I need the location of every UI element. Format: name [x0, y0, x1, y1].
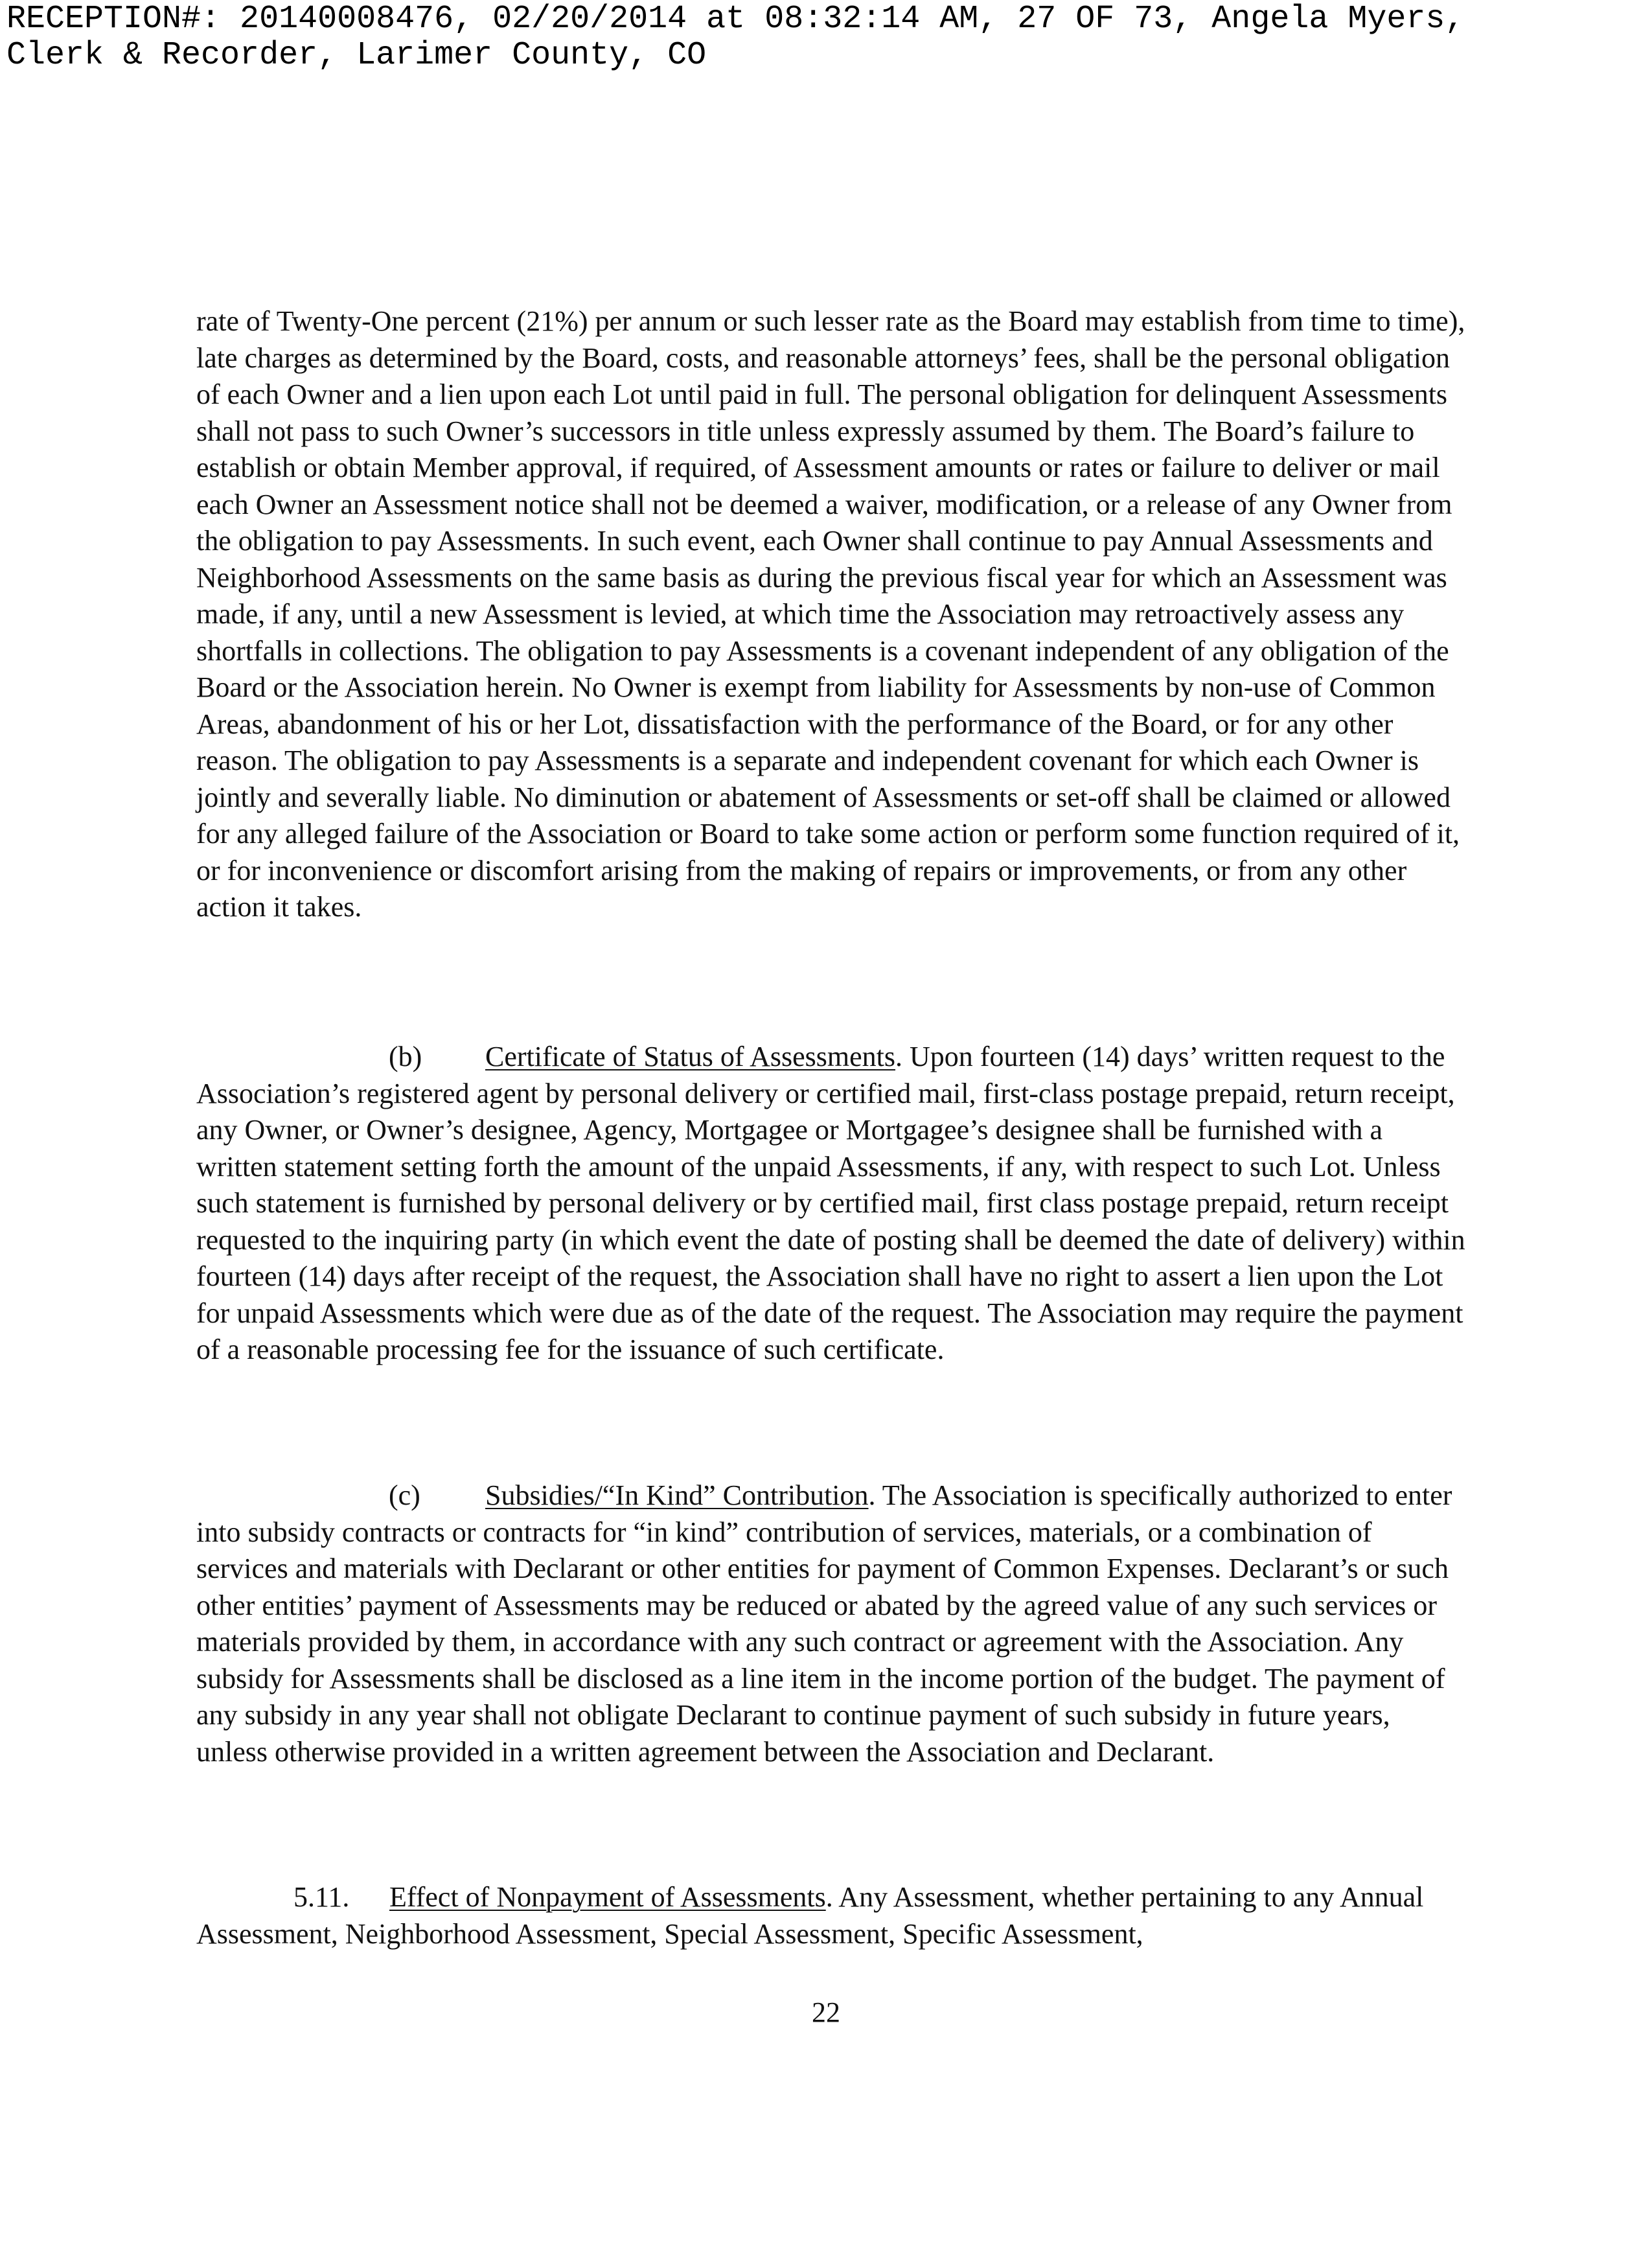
- recording-stamp-header: [6, 1, 1561, 74]
- continuation-paragraph: rate of Twenty-One percent (21%) per annum or such lesser rate as the Board may establish from time to time), late charges as determined by the Board, costs, and reasonable attorneys’ fees, shall be the personal obligation of each Owner and a lien upon each Lot until paid in full. The personal obligation for delinquent Assessments shall not pass to such Owner’s successors in title unless expressly assumed by them. The Board’s failure to establish or obtain Member approval, if required, of Assessment amounts or rates or failure to deliver or mail each Owner an Assessment notice shall not be deemed a waiver, modification, or a release of any Owner from the obligation to pay Assessments. In such event, each Owner shall continue to pay Annual Assessments and Neighborhood Assessments on the same basis as during the previous fiscal year for which an Assessment was made, if any, until a new Assessment is levied, at which time the Association may retroactively assess any shortfalls in collections. The obligation to pay Assessments is a covenant independent of any obligation of the Board or the Association herein. No Owner is exempt from liability for Assessments by non-use of Common Areas, abandonment of his or her Lot, dissatisfaction with the performance of the Board, or for any other reason. The obligation to pay Assessments is a separate and independent covenant for which each Owner is jointly and severally liable. No diminution or abatement of Assessments or set-off shall be claimed or allowed for any alleged failure of the Association or Board to take some action or perform some function required of it, or for inconvenience or discomfort arising from the making of repairs or improvements, or from any other action it takes.: [196, 305, 1465, 923]
- subsection-b-heading: Certificate of Status of Assessments: [485, 1041, 896, 1072]
- subsection-b-body: . Upon fourteen (14) days’ written request to the Association’s registered agent by personal delivery or certified mail, first-class postage prepaid, return receipt, any Owner, or Owner’s designee, Agency, Mortgagee or Mortgagee’s designee shall be furnished with a written statement setting forth the amount of the unpaid Assessments, if any, with respect to such Lot. Unless such statement is furnished by personal delivery or by certified mail, first class postage prepaid, return receipt requested to the inquiring party (in which event the date of posting shall be deemed the date of delivery) within fourteen (14) days after receipt of the request, the Association shall have no right to assert a lien upon the Lot for unpaid Assessments which were due as of the date of the request. The Association may require the payment of a reasonable processing fee for the issuance of such certificate.: [196, 1041, 1465, 1365]
- subsection-b-paragraph: [196, 1039, 1466, 1369]
- section-5-11-paragraph: [196, 1879, 1466, 1952]
- section-5-11-label: 5.11.: [293, 1881, 350, 1913]
- section-5-11-body: . Any Assessment, whether pertaining to any Annual Assessment, Neighborhood Assessment, Special Assessment, Specific Assessment,: [196, 1881, 1424, 1950]
- subsection-b-label: (b): [389, 1041, 422, 1072]
- page-number: 22: [812, 1996, 840, 2028]
- subsection-c-label: (c): [389, 1479, 420, 1511]
- subsection-c-heading: Subsidies/“In Kind” Contribution: [485, 1479, 869, 1511]
- subsection-c-body: . The Association is specifically authorized to enter into subsidy contracts or contracts for “in kind” contribution of services, materials, or a combination of services and materials with Declarant or other entities for payment of Common Expenses. Declarant’s or such other entities’ payment of Assessments may be reduced or abated by the agreed value of any such services or materials provided by them, in accordance with any such contract or agreement with the Association. Any subsidy for Assessments shall be disclosed as a line item in the income portion of the budget. The payment of any subsidy in any year shall not obligate Declarant to continue payment of such subsidy in future years, unless otherwise provided in a written agreement between the Association and Declarant.: [196, 1479, 1452, 1768]
- section-5-11-heading: Effect of Nonpayment of Assessments: [389, 1881, 826, 1913]
- subsection-c-paragraph: [196, 1477, 1466, 1770]
- recording-stamp-line-1: RECEPTION#: 20140008476, 02/20/2014 at 08:32:14 AM, 27 OF 73, Angela Myers,: [6, 1, 1465, 38]
- recording-stamp-line-2: Clerk & Recorder, Larimer County, CO: [6, 37, 707, 74]
